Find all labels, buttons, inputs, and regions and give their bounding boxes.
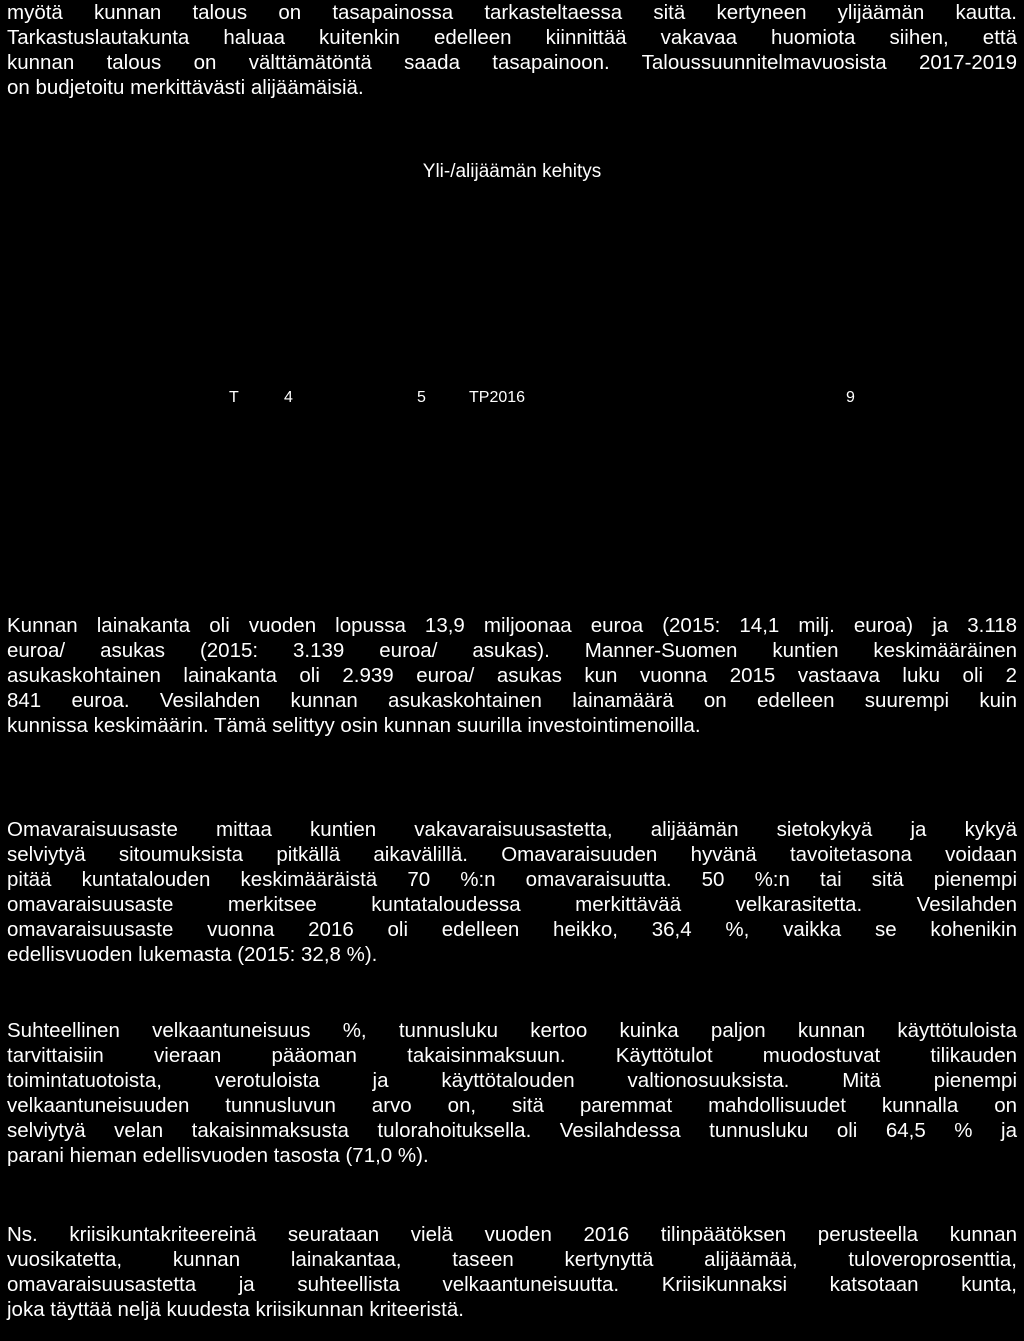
text-line: tarvittaisiin vieraan pääoman takaisinmaksuun. Käyttötulot muodostuvat tilikauden [7, 1044, 1017, 1067]
text-line: Suhteellinen velkaantuneisuus %, tunnusluku kertoo kuinka paljon kunnan käyttötuloista [7, 1019, 1017, 1042]
text-line: omavaraisuusaste vuonna 2016 oli edelleen heikko, 36,4 %, vaikka se kohenikin [7, 918, 1017, 941]
text-line: omavaraisuusaste merkitsee kuntataloudessa merkittävää velkarasitetta. Vesilahden [7, 893, 1017, 916]
text-line: Tarkastuslautakunta haluaa kuitenkin edelleen kiinnittää vakavaa huomiota siihen, että [7, 26, 1017, 49]
text-line: selviytyä sitoumuksista pitkällä aikavälillä. Omavaraisuuden hyvänä tavoitetasona voidaan [7, 843, 1017, 866]
text-line: kunnissa keskimäärin. Tämä selittyy osin kunnan suurilla investointimenoilla. [7, 714, 701, 737]
text-line: kunnan talous on välttämätöntä saada tasapainoon. Taloussuunnitelmavuosista 2017-2019 [7, 51, 1017, 74]
text-line: Ns. kriisikuntakriteereinä seurataan vielä vuoden 2016 tilinpäätöksen perusteella kunnan [7, 1223, 1017, 1246]
tick-label: 4 [284, 389, 293, 406]
text-line: on budjetoitu merkittävästi alijäämäisiä. [7, 76, 364, 99]
text-line: parani hieman edellisvuoden tasosta (71,0 %). [7, 1144, 429, 1167]
solvency-paragraph [7, 817, 1017, 967]
tick-label: TP2016 [469, 389, 526, 406]
indebtedness-paragraph [7, 1018, 1017, 1168]
crisis-criteria-paragraph [7, 1222, 1017, 1322]
text-line: Omavaraisuusaste mittaa kuntien vakavaraisuusastetta, alijäämän sietokykyä ja kykyä [7, 818, 1017, 841]
text-line: toimintatuotoista, verotuloista ja käyttötalouden valtionosuuksista. Mitä pienempi [7, 1069, 1017, 1092]
tick-label: 5 [417, 389, 426, 406]
text-line: myötä kunnan talous on tasapainossa tarkasteltaessa sitä kertyneen ylijäämän kautta. [7, 1, 1017, 24]
text-line: velkaantuneisuuden tunnusluvun arvo on, sitä paremmat mahdollisuudet kunnalla on [7, 1094, 1017, 1117]
text-line: edellisvuoden lukemasta (2015: 32,8 %). [7, 943, 378, 966]
text-line: omavaraisuusastetta ja suhteellista velkaantuneisuutta. Kriisikunnaksi katsotaan kunta, [7, 1273, 1017, 1296]
loan-paragraph [7, 613, 1017, 738]
text-line: Kunnan lainakanta oli vuoden lopussa 13,9 miljoonaa euroa (2015: 14,1 milj. euroa) ja 3.118 [7, 614, 1017, 637]
chart-title: Yli-/alijäämän kehitys [422, 161, 602, 182]
tick-label: T [229, 389, 239, 406]
tick-label: 9 [846, 389, 855, 406]
text-line: pitää kuntatalouden keskimääräistä 70 %:n omavaraisuutta. 50 %:n tai sitä pienempi [7, 868, 1017, 891]
text-line: 841 euroa. Vesilahden kunnan asukaskohtainen lainamäärä on edelleen suurempi kuin [7, 689, 1017, 712]
text-line: vuosikatetta, kunnan lainakantaa, taseen kertynyttä alijäämää, tuloveroprosenttia, [7, 1248, 1017, 1271]
text-line: euroa/ asukas (2015: 3.139 euroa/ asukas). Manner-Suomen kuntien keskimääräinen [7, 639, 1017, 662]
text-line: selviytyä velan takaisinmaksusta tulorahoituksella. Vesilahdessa tunnusluku oli 64,5 % ja [7, 1119, 1017, 1142]
intro-paragraph [7, 0, 1017, 100]
text-line: asukaskohtainen lainakanta oli 2.939 euroa/ asukas kun vuonna 2015 vastaava luku oli 2 [7, 664, 1017, 687]
text-line: joka täyttää neljä kuudesta kriisikunnan kriteeristä. [7, 1298, 464, 1321]
